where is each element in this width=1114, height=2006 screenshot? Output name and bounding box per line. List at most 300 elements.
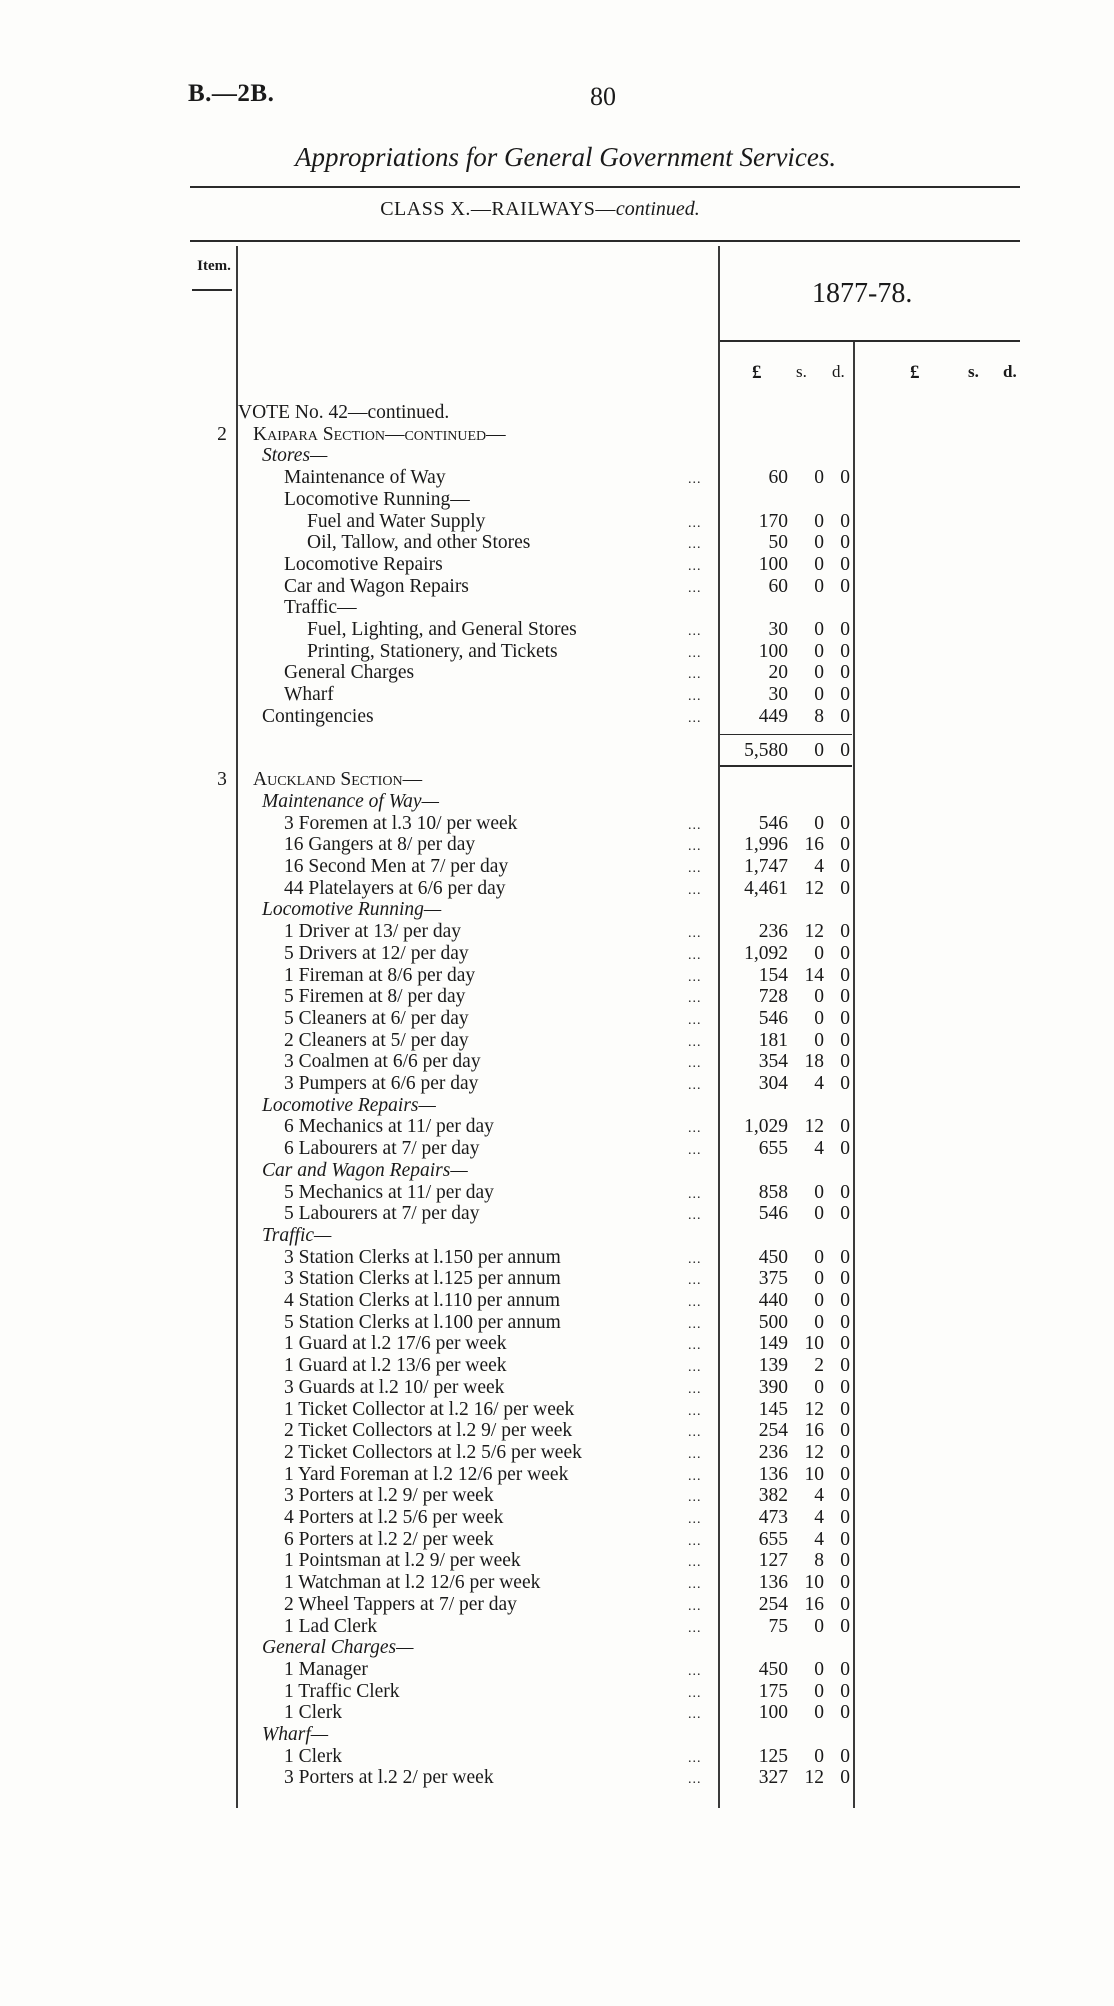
leader-dots: ...: [688, 580, 702, 596]
row-label: 1 Driver at 13/ per day: [284, 921, 462, 943]
shillings-value: 8: [814, 1550, 824, 1572]
row-label: 6 Porters at l.2 2/ per week: [284, 1528, 494, 1550]
pence-value: 0: [840, 662, 850, 684]
row-label: 2 Ticket Collectors at l.2 5/6 per week: [284, 1441, 582, 1463]
shillings-value: 0: [814, 553, 824, 575]
table-row: [0, 1572, 1114, 1594]
class-heading-suffix: continued.: [615, 198, 700, 220]
pounds-value: 1,996: [744, 834, 788, 856]
leader-dots: ...: [688, 1577, 702, 1593]
pence-value: 0: [840, 834, 850, 856]
header-rule-top: [190, 186, 1020, 188]
pounds-value: 30: [768, 684, 788, 706]
leader-dots: ...: [688, 1295, 702, 1310]
row-label: 5 Mechanics at 11/ per day: [284, 1181, 494, 1203]
subheading-row: [0, 1225, 1114, 1247]
shillings-unit-header-2: s.: [968, 362, 979, 381]
pence-unit-header-2: d.: [1003, 362, 1017, 381]
row-label: 16 Gangers at 8/ per day: [284, 834, 476, 856]
table-row: [0, 1268, 1114, 1290]
leader-dots: ...: [688, 472, 702, 488]
pence-value: 0: [840, 619, 850, 640]
leader-dots: ...: [688, 1685, 702, 1701]
pounds-value: 125: [758, 1745, 788, 1767]
pounds-value: 75: [768, 1615, 788, 1637]
pence-value: 0: [840, 510, 850, 532]
row-label: 3 Coalmen at 6/6 per day: [284, 1051, 481, 1073]
row-label: Contingencies: [262, 705, 374, 727]
shillings-value: 12: [804, 1116, 824, 1138]
leader-dots: ...: [688, 1056, 702, 1072]
leader-dots: ...: [688, 1381, 702, 1397]
row-label: 1 Lad Clerk: [284, 1615, 378, 1637]
pounds-value: 546: [758, 1203, 788, 1225]
subheading-row: [0, 1724, 1114, 1746]
leader-dots: ...: [688, 1772, 702, 1788]
table-row: [0, 921, 1114, 943]
class-heading: [190, 198, 890, 221]
item-number: 3: [217, 769, 227, 791]
row-label: Locomotive Repairs—: [262, 1094, 436, 1116]
pounds-value: 127: [758, 1550, 788, 1572]
pence-value: 0: [840, 1398, 850, 1420]
shillings-value: 4: [814, 1485, 824, 1507]
pounds-value: 728: [758, 986, 788, 1008]
shillings-value: 4: [814, 856, 824, 877]
table-row: [0, 1616, 1114, 1638]
subheading-row: [0, 899, 1114, 921]
shillings-value: 0: [814, 684, 824, 706]
pence-value: 0: [840, 856, 850, 877]
row-label: 5 Firemen at 8/ per day: [284, 986, 466, 1008]
pounds-value: 236: [758, 921, 788, 943]
pence-value: 0: [840, 1268, 850, 1290]
leader-dots: ...: [688, 1750, 702, 1766]
shillings-value: 12: [804, 1767, 824, 1789]
pence-value: 0: [840, 1572, 850, 1594]
leader-dots: ...: [688, 1078, 702, 1093]
row-label: Oil, Tallow, and other Stores: [307, 532, 531, 554]
pence-value: 0: [840, 1528, 850, 1550]
pence-value: 0: [840, 1311, 850, 1333]
section-total-row: [0, 740, 1114, 762]
leader-dots: ...: [688, 1338, 702, 1354]
item-header-underline: [192, 289, 232, 291]
table-rule-top: [190, 240, 1020, 242]
leader-dots: ...: [688, 515, 702, 531]
table-row: [0, 1073, 1114, 1095]
pounds-value: 450: [758, 1658, 788, 1680]
row-label: 3 Foremen at l.3 10/ per week: [284, 812, 518, 834]
leader-dots: ...: [688, 1121, 702, 1137]
shillings-value: 0: [814, 1029, 824, 1051]
table-row: [0, 1051, 1114, 1073]
row-label: 3 Pumpers at 6/6 per day: [284, 1073, 479, 1094]
row-label: 4 Porters at l.2 5/6 per week: [284, 1507, 504, 1528]
shillings-value: 16: [804, 834, 824, 856]
row-label: 3 Porters at l.2 2/ per week: [284, 1767, 494, 1789]
row-label: Locomotive Running—: [262, 899, 442, 921]
leader-dots: ...: [688, 817, 702, 833]
leader-dots: ...: [688, 1598, 702, 1614]
row-label: Locomotive Repairs: [284, 553, 443, 575]
pounds-value: 60: [768, 575, 788, 597]
pounds-value: 354: [758, 1051, 788, 1073]
shillings-value: 10: [804, 1572, 824, 1594]
table-row: [0, 619, 1114, 641]
pounds-value: 450: [758, 1246, 788, 1268]
row-label: Kaipara Section—continued—: [253, 423, 506, 445]
shillings-value: 0: [814, 662, 824, 684]
pence-value: 0: [840, 1615, 850, 1637]
leader-dots: ...: [688, 1707, 702, 1723]
table-row: [0, 856, 1114, 878]
shillings-value: 14: [804, 964, 824, 986]
row-label: 1 Fireman at 8/6 per day: [284, 964, 476, 986]
leader-dots: ...: [688, 710, 702, 726]
table-row: [0, 986, 1114, 1008]
pounds-value: 858: [758, 1181, 788, 1203]
shillings-value: 12: [804, 921, 824, 943]
pence-value: 0: [840, 1702, 850, 1724]
table-row: [0, 1550, 1114, 1572]
shillings-unit-header: s.: [796, 362, 807, 381]
subheading-row: [0, 1160, 1114, 1182]
pounds-value: 382: [758, 1485, 788, 1507]
pence-value: 0: [840, 1441, 850, 1463]
pence-value: 0: [840, 640, 850, 662]
shillings-value: 4: [814, 1528, 824, 1550]
pence-value: 0: [840, 1658, 850, 1680]
page-number: 80: [590, 82, 616, 111]
subheading-row: [0, 1637, 1114, 1659]
row-label: Stores—: [262, 445, 328, 467]
shillings-value: 0: [814, 986, 824, 1008]
pounds-value: 20: [768, 662, 788, 684]
section-heading-row: [0, 424, 1114, 446]
page-title: Appropriations for General Government Services.: [295, 142, 837, 172]
pounds-value: 100: [758, 640, 788, 662]
pence-value: 0: [840, 1138, 850, 1160]
leader-dots: ...: [688, 1533, 702, 1549]
pounds-value: 1,747: [744, 856, 788, 877]
table-row: [0, 1333, 1114, 1355]
pence-value: 0: [840, 1333, 850, 1355]
pounds-value: 154: [758, 964, 788, 986]
table-row: [0, 1746, 1114, 1768]
row-label: 3 Station Clerks at l.125 per annum: [284, 1268, 561, 1290]
leader-dots: ...: [688, 1403, 702, 1419]
shillings-value: 4: [814, 1507, 824, 1528]
table-row: [0, 1442, 1114, 1464]
row-label: 16 Second Men at 7/ per day: [284, 856, 509, 877]
pence-value: 0: [840, 1376, 850, 1398]
shillings-value: 0: [814, 640, 824, 662]
row-label: 5 Labourers at 7/ per day: [284, 1203, 480, 1225]
row-label: 3 Guards at l.2 10/ per week: [284, 1376, 505, 1398]
leader-dots: ...: [688, 882, 702, 898]
leader-dots: ...: [688, 645, 702, 661]
leader-dots: ...: [688, 1425, 702, 1441]
leader-dots: ...: [688, 558, 702, 574]
pence-unit-header: d.: [832, 362, 845, 381]
pence-value: 0: [840, 1745, 850, 1767]
pounds-value: 139: [758, 1355, 788, 1377]
leader-dots: ...: [688, 1012, 702, 1028]
table-row: [0, 1290, 1114, 1312]
pounds-value: 175: [758, 1680, 788, 1702]
pounds-unit-header: £: [752, 362, 762, 383]
table-row: [0, 1355, 1114, 1377]
table-row: [0, 813, 1114, 835]
table-row: [0, 1529, 1114, 1551]
pence-value: 0: [840, 1550, 850, 1572]
table-row: [0, 1312, 1114, 1334]
row-label: Wharf—: [262, 1724, 329, 1745]
table-row: [0, 965, 1114, 987]
table-row: [0, 532, 1114, 554]
row-label: 5 Drivers at 12/ per day: [284, 942, 469, 964]
row-label: Fuel, Lighting, and General Stores: [307, 619, 577, 640]
leader-dots: ...: [688, 1490, 702, 1506]
table-row: [0, 641, 1114, 663]
shillings-value: 10: [804, 1463, 824, 1485]
table-row: [0, 662, 1114, 684]
table-row: [0, 684, 1114, 706]
pence-value: 0: [840, 1420, 850, 1442]
leader-dots: ...: [688, 1555, 702, 1571]
pounds-value: 254: [758, 1593, 788, 1615]
subheading-row: [0, 791, 1114, 813]
table-row: [0, 834, 1114, 856]
pounds-value: 304: [758, 1073, 788, 1094]
shillings-value: 0: [814, 1311, 824, 1333]
table-row: [0, 511, 1114, 533]
shillings-value: 16: [804, 1420, 824, 1442]
table-row: [0, 878, 1114, 900]
pounds-value: 440: [758, 1290, 788, 1311]
table-row: [0, 1464, 1114, 1486]
pence-value: 0: [840, 921, 850, 943]
shillings-value: 0: [814, 812, 824, 834]
shillings-value: 0: [814, 1615, 824, 1637]
total-rule-below: [720, 765, 852, 767]
shillings-value: 0: [814, 1268, 824, 1290]
pounds-value: 5,580: [744, 739, 788, 761]
table-row: [0, 1247, 1114, 1269]
class-heading-prefix: CLASS X.—RAILWAYS—: [380, 198, 616, 220]
shillings-value: 0: [814, 467, 824, 489]
pounds-value: 236: [758, 1441, 788, 1463]
leader-dots: ...: [688, 1512, 702, 1527]
row-label: Traffic—: [284, 597, 357, 619]
pounds-value: 145: [758, 1398, 788, 1420]
pounds-value: 390: [758, 1376, 788, 1398]
pence-value: 0: [840, 812, 850, 834]
shillings-value: 0: [814, 575, 824, 597]
table-row: [0, 1681, 1114, 1703]
shillings-value: 18: [804, 1051, 824, 1073]
pence-value: 0: [840, 1051, 850, 1073]
shillings-value: 0: [814, 1203, 824, 1225]
table-row: [0, 1659, 1114, 1681]
leader-dots: ...: [688, 1620, 702, 1636]
pence-value: 0: [840, 1767, 850, 1789]
row-label: Wharf: [284, 684, 334, 706]
section-heading-row: [0, 769, 1114, 791]
shillings-value: 0: [814, 1658, 824, 1680]
shillings-value: 0: [814, 942, 824, 964]
pence-value: 0: [840, 1007, 850, 1029]
row-label: 4 Station Clerks at l.110 per annum: [284, 1290, 561, 1311]
table-row: [0, 1030, 1114, 1052]
leader-dots: ...: [688, 991, 702, 1007]
row-label: 5 Station Clerks at l.100 per annum: [284, 1311, 561, 1333]
pounds-value: 546: [758, 1007, 788, 1029]
shillings-value: 2: [814, 1355, 824, 1377]
table-row: [0, 1767, 1114, 1789]
shillings-value: 4: [814, 1073, 824, 1094]
pounds-value: 449: [758, 705, 788, 727]
pounds-value: 170: [758, 510, 788, 532]
table-row: [0, 467, 1114, 489]
table-row: [0, 489, 1114, 511]
pounds-value: 655: [758, 1528, 788, 1550]
row-label: Printing, Stationery, and Tickets: [307, 640, 558, 662]
leader-dots: ...: [688, 839, 702, 855]
shillings-value: 0: [814, 1181, 824, 1203]
pounds-value: 1,092: [744, 942, 788, 964]
row-label: 1 Clerk: [284, 1702, 342, 1724]
leader-dots: ...: [688, 667, 702, 683]
pence-value: 0: [840, 1463, 850, 1485]
pence-value: 0: [840, 1355, 850, 1377]
pence-value: 0: [840, 1290, 850, 1311]
shillings-value: 16: [804, 1593, 824, 1615]
row-label: 1 Clerk: [284, 1745, 342, 1767]
pence-value: 0: [840, 1680, 850, 1702]
pounds-value: 4,461: [744, 877, 788, 899]
pence-value: 0: [840, 1246, 850, 1268]
financial-year-heading: 1877-78.: [812, 278, 913, 309]
pence-value: 0: [840, 1593, 850, 1615]
pounds-value: 375: [758, 1268, 788, 1290]
table-row: [0, 943, 1114, 965]
pence-value: 0: [840, 575, 850, 597]
table-row: [0, 1008, 1114, 1030]
table-row: [0, 1702, 1114, 1724]
pounds-value: 100: [758, 553, 788, 575]
pence-value: 0: [840, 1116, 850, 1138]
row-label: Fuel and Water Supply: [307, 510, 486, 532]
subheading-row: [0, 445, 1114, 467]
shillings-value: 0: [814, 532, 824, 554]
leader-dots: ...: [688, 1186, 702, 1202]
shillings-value: 12: [804, 1441, 824, 1463]
table-row: [0, 402, 1114, 424]
pence-value: 0: [840, 942, 850, 964]
row-label: 1 Ticket Collector at l.2 16/ per week: [284, 1398, 575, 1420]
table-row: [0, 1377, 1114, 1399]
pence-value: 0: [840, 877, 850, 899]
shillings-value: 0: [814, 1007, 824, 1029]
pence-value: 0: [840, 553, 850, 575]
row-label: 2 Cleaners at 5/ per day: [284, 1029, 469, 1051]
pence-value: 0: [840, 1507, 850, 1528]
leader-dots: ...: [688, 624, 702, 639]
item-column-header: Item.: [197, 258, 231, 274]
row-label: Traffic—: [262, 1224, 332, 1246]
pounds-value: 30: [768, 619, 788, 640]
leader-dots: ...: [688, 1663, 702, 1679]
table-row: [0, 1203, 1114, 1225]
pounds-value: 1,029: [744, 1116, 788, 1138]
shillings-value: 0: [814, 1702, 824, 1724]
pounds-value: 149: [758, 1333, 788, 1355]
leader-dots: ...: [688, 969, 702, 985]
table-row: [0, 706, 1114, 728]
pounds-value: 60: [768, 467, 788, 489]
row-label: 2 Ticket Collectors at l.2 9/ per week: [284, 1420, 573, 1442]
pounds-value: 500: [758, 1311, 788, 1333]
leader-dots: ...: [688, 537, 702, 553]
leader-dots: ...: [688, 1143, 702, 1159]
table-row: [0, 576, 1114, 598]
pence-value: 0: [840, 739, 850, 761]
shillings-value: 12: [804, 1398, 824, 1420]
leader-dots: ...: [688, 1251, 702, 1267]
row-label: 1 Guard at l.2 13/6 per week: [284, 1355, 507, 1377]
pence-value: 0: [840, 1203, 850, 1225]
leader-dots: ...: [688, 926, 702, 942]
leader-dots: ...: [688, 861, 702, 876]
shillings-value: 0: [814, 510, 824, 532]
year-underline: [720, 340, 1020, 342]
row-label: 1 Guard at l.2 17/6 per week: [284, 1333, 507, 1355]
pounds-value: 254: [758, 1420, 788, 1442]
leader-dots: ...: [688, 1360, 702, 1376]
leader-dots: ...: [688, 1446, 702, 1462]
row-label: VOTE No. 42—continued.: [238, 402, 450, 423]
row-label: Maintenance of Way—: [262, 790, 439, 812]
pounds-unit-header-2: £: [910, 362, 920, 383]
row-label: 1 Yard Foreman at l.2 12/6 per week: [284, 1463, 569, 1485]
row-label: 2 Wheel Tappers at 7/ per day: [284, 1593, 517, 1615]
leader-dots: ...: [688, 1316, 702, 1332]
row-label: 5 Cleaners at 6/ per day: [284, 1007, 469, 1029]
pence-value: 0: [840, 705, 850, 727]
shillings-value: 0: [814, 739, 824, 761]
pounds-value: 655: [758, 1138, 788, 1160]
item-number: 2: [217, 423, 227, 445]
row-label: Car and Wagon Repairs—: [262, 1159, 468, 1181]
table-row: [0, 1594, 1114, 1616]
pounds-value: 473: [758, 1507, 788, 1528]
row-label: Car and Wagon Repairs: [284, 575, 469, 597]
leader-dots: ...: [688, 689, 702, 705]
row-label: Auckland Section—: [253, 769, 423, 791]
shillings-value: 0: [814, 619, 824, 640]
table-row: [0, 1138, 1114, 1160]
row-label: General Charges—: [262, 1637, 414, 1659]
row-label: 1 Watchman at l.2 12/6 per week: [284, 1572, 541, 1594]
shillings-value: 10: [804, 1333, 824, 1355]
pence-value: 0: [840, 1073, 850, 1094]
shillings-value: 0: [814, 1290, 824, 1311]
shillings-value: 0: [814, 1246, 824, 1268]
shillings-value: 4: [814, 1138, 824, 1160]
pounds-value: 136: [758, 1572, 788, 1594]
